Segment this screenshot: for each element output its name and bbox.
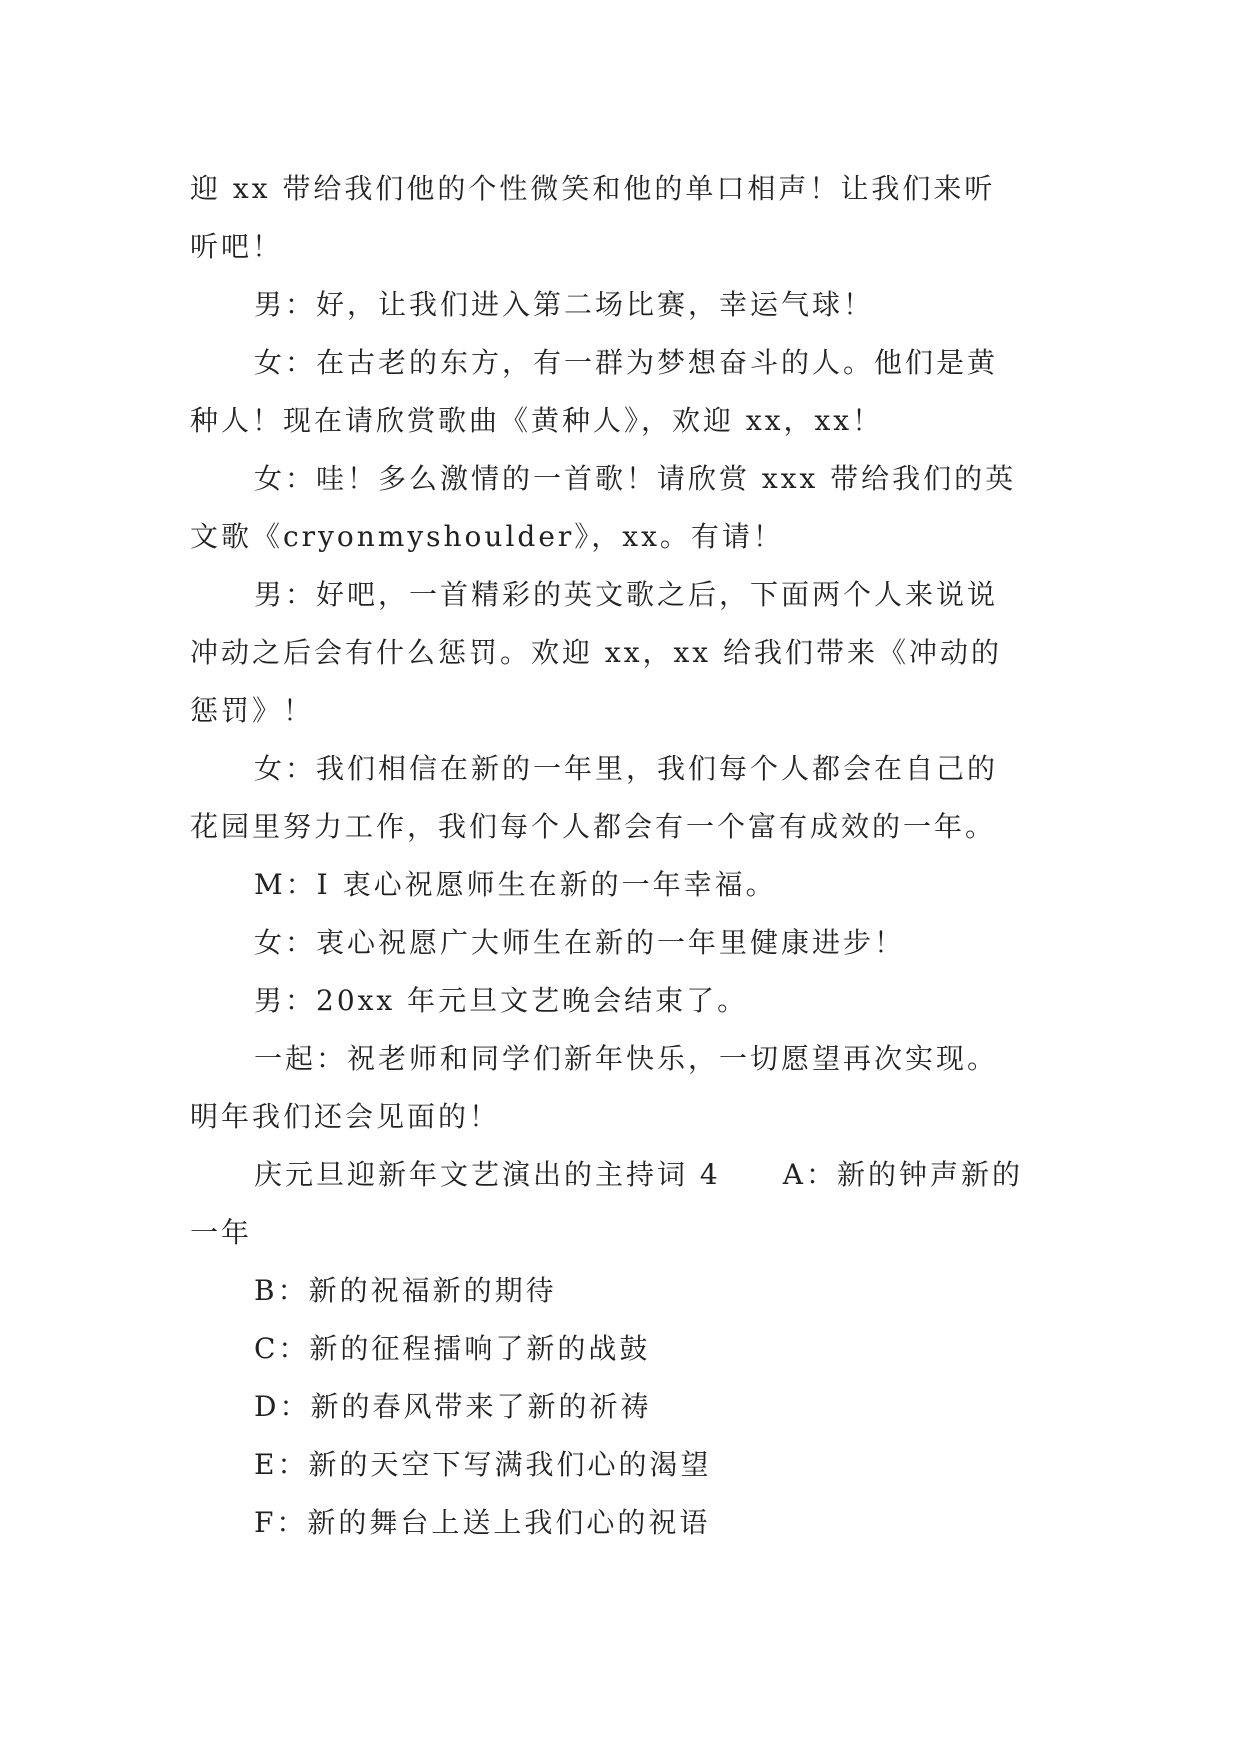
paragraph-line: B：新的祝福新的期待 bbox=[254, 1274, 557, 1307]
paragraph-line: 种人！现在请欣赏歌曲《黄种人》，欢迎 xx，xx！ bbox=[190, 404, 884, 437]
paragraph-line: D：新的春风带来了新的祈祷 bbox=[254, 1390, 652, 1423]
paragraph-line: C：新的征程擂响了新的战鼓 bbox=[254, 1332, 651, 1365]
document-body bbox=[190, 160, 1070, 1552]
paragraph-line: 冲动之后会有什么惩罚。欢迎 xx，xx 给我们带来《冲动的 bbox=[190, 636, 1002, 669]
paragraph-line: E：新的天空下写满我们心的渴望 bbox=[254, 1448, 712, 1481]
paragraph-line: 一年 bbox=[190, 1216, 253, 1249]
paragraph-line: F：新的舞台上送上我们心的祝语 bbox=[254, 1506, 711, 1539]
paragraph-line: 文歌《cryonmyshoulder》，xx。有请！ bbox=[190, 520, 784, 553]
paragraph-line: 一起：祝老师和同学们新年快乐，一切愿望再次实现。 bbox=[254, 1042, 999, 1075]
paragraph-line: 庆元旦迎新年文艺演出的主持词 4 A：新的钟声新的 bbox=[254, 1158, 1023, 1191]
paragraph-line: 女：衷心祝愿广大师生在新的一年里健康进步！ bbox=[254, 926, 906, 959]
paragraph-line: M：I 衷心祝愿师生在新的一年幸福。 bbox=[254, 868, 777, 901]
paragraph-line: 迎 xx 带给我们他的个性微笑和他的单口相声！让我们来听 bbox=[190, 172, 996, 205]
paragraph-line: 女：在古老的东方，有一群为梦想奋斗的人。他们是黄 bbox=[254, 346, 999, 379]
paragraph-line: 听吧！ bbox=[190, 230, 284, 263]
paragraph-line: 男：好，让我们进入第二场比赛，幸运气球！ bbox=[254, 288, 875, 321]
paragraph-line: 男：好吧，一首精彩的英文歌之后，下面两个人来说说 bbox=[254, 578, 999, 611]
paragraph-line: 明年我们还会见面的！ bbox=[190, 1100, 501, 1133]
paragraph-line: 女：我们相信在新的一年里，我们每个人都会在自己的 bbox=[254, 752, 999, 785]
paragraph-line: 女：哇！多么激情的一首歌！请欣赏 xxx 带给我们的英 bbox=[254, 462, 1017, 495]
paragraph-line: 男：20xx 年元旦文艺晚会结束了。 bbox=[254, 984, 749, 1017]
paragraph-line: 花园里努力工作，我们每个人都会有一个富有成效的一年。 bbox=[190, 810, 997, 843]
paragraph-line: 惩罚》！ bbox=[190, 694, 315, 727]
